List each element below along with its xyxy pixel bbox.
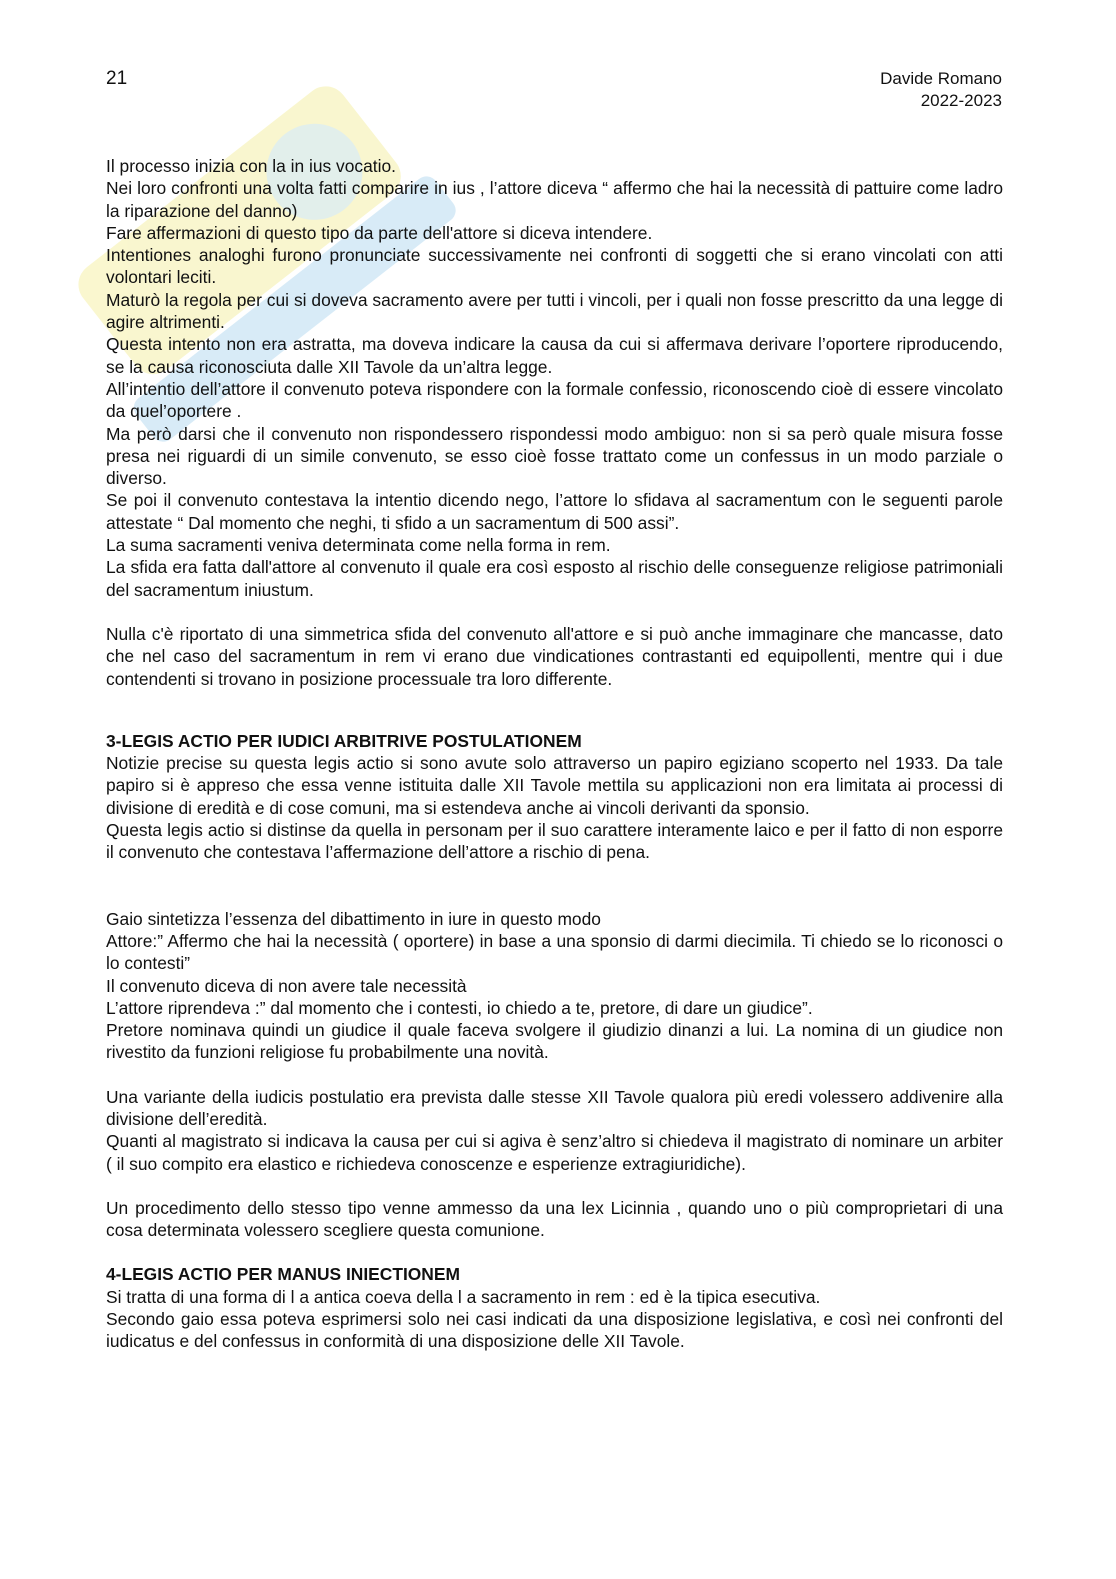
paragraph: Se poi il convenuto contestava la intentio dicendo nego, l’attore lo sfidava al sacramentum con le seguenti parole attestate “ Dal momento che neghi, ti sfido a un sacramentum di 500 assi”.	[106, 490, 1003, 533]
paragraph: Quanti al magistrato si indicava la causa per cui si agiva è senz’altro si chiedeva il magistrato di nominare un arbiter ( il suo compito era elastico e richiedeva conoscenze e esperienze extragiuridiche).	[106, 1131, 1003, 1174]
paragraph: Una variante della iudicis postulatio era prevista dalle stesse XII Tavole qualora più eredi volessero addivenire alla divisione dell’eredità.	[106, 1086, 1003, 1129]
author-name: Davide Romano	[880, 69, 1002, 88]
paragraph: Notizie precise su questa legis actio si sono avute solo attraverso un papiro egiziano scoperto nel 1933. Da tale papiro si è appreso che essa venne istituita dalle XII Tavole mettila su applicazioni non era limitata ai processi di divisione di eredità e di cose comuni, ma si estendeva anche ai vincoli derivanti da sponsio.	[106, 753, 1003, 818]
paragraph: Il convenuto diceva di non avere tale necessità	[106, 975, 467, 996]
paragraph: Attore:” Affermo che hai la necessità ( oportere) in base a una sponsio di darmi diecimila. Ti chiedo se lo riconosci o lo contesti”	[106, 930, 1003, 974]
section-heading: 3-LEGIS ACTIO PER IUDICI ARBITRIVE POSTULATIONEM	[106, 730, 582, 751]
paragraph: Nei loro confronti una volta fatti comparire in ius , l’attore diceva “ affermo che hai la necessità di pattuire come ladro la riparazione del danno)	[106, 178, 1003, 221]
paragraph: Secondo gaio essa poteva esprimersi solo nei casi indicati da una disposizione legislativa, e così nei confronti del iudicatus e del confessus in conformità di una disposizione delle XII Tavole.	[106, 1309, 1003, 1352]
author-block	[880, 68, 1002, 112]
paragraph: Nulla c'è riportato di una simmetrica sfida del convenuto all'attore e si può anche immaginare che mancasse, dato che nel caso del sacramentum in rem vi erano due vindicationes contrastanti ed equipollenti, mentre qui i due contendenti si trovano in posizione processuale tra loro differente.	[106, 623, 1003, 689]
section-heading: 4-LEGIS ACTIO PER MANUS INIECTIONEM	[106, 1264, 460, 1285]
paragraph: Un procedimento dello stesso tipo venne ammesso da una lex Licinnia , quando uno o più comproprietari di una cosa determinata volessero scegliere questa comunione.	[106, 1197, 1003, 1241]
document-body	[106, 155, 1003, 1353]
paragraph: All’intentio dell’attore il convenuto poteva rispondere con la formale confessio, riconoscendo cioè di essere vincolato da quel’oportere .	[106, 378, 1003, 422]
paragraph: Questa intento non era astratta, ma doveva indicare la causa da cui si affermava derivare l’oportere riproducendo, se la causa riconosciuta dalle XII Tavole da un’altra legge.	[106, 334, 1003, 377]
paragraph: L’attore riprendeva :” dal momento che i contesti, io chiedo a te, pretore, di dare un giudice”.	[106, 997, 813, 1018]
paragraph: Intentiones analoghi furono pronunciate successivamente nei confronti di soggetti che si erano vincolati con atti volontari leciti.	[106, 245, 1003, 288]
paragraph: Ma però darsi che il convenuto non rispondessero rispondessi modo ambiguo: non si sa però quale misura fosse presa nei riguardi di un simile convenuto, se esso cioè fosse trattato come un confessus in un modo parziale o diverso.	[106, 423, 1003, 489]
paragraph: Pretore nominava quindi un giudice il quale faceva svolgere il giudizio dinanzi a lui. La nomina di un giudice non rivestito da funzioni religiose fu probabilmente una novità.	[106, 1020, 1003, 1063]
paragraph: Maturò la regola per cui si doveva sacramento avere per tutti i vincoli, per i quali non fosse prescritto da una legge di agire altrimenti.	[106, 289, 1003, 333]
page-number: 21	[106, 68, 128, 89]
paragraph: Fare affermazioni di questo tipo da parte dell'attore si diceva intendere.	[106, 222, 653, 243]
academic-year: 2022-2023	[920, 91, 1002, 110]
paragraph: La sfida era fatta dall'attore al convenuto il quale era così esposto al rischio delle conseguenze religiose patrimoniali del sacramentum iniustum.	[106, 557, 1003, 600]
paragraph: Gaio sintetizza l’essenza del dibattimento in iure in questo modo	[106, 908, 601, 929]
paragraph: Questa legis actio si distinse da quella in personam per il suo carattere interamente laico e per il fatto di non esporre il convenuto che contestava l’affermazione dell’attore a rischio di pena.	[106, 820, 1003, 863]
paragraph: Il processo inizia con la in ius vocatio.	[106, 156, 396, 176]
paragraph: La suma sacramenti veniva determinata come nella forma in rem.	[106, 535, 611, 556]
paragraph: Si tratta di una forma di l a antica coeva della l a sacramento in rem : ed è la tipica esecutiva.	[106, 1286, 821, 1307]
